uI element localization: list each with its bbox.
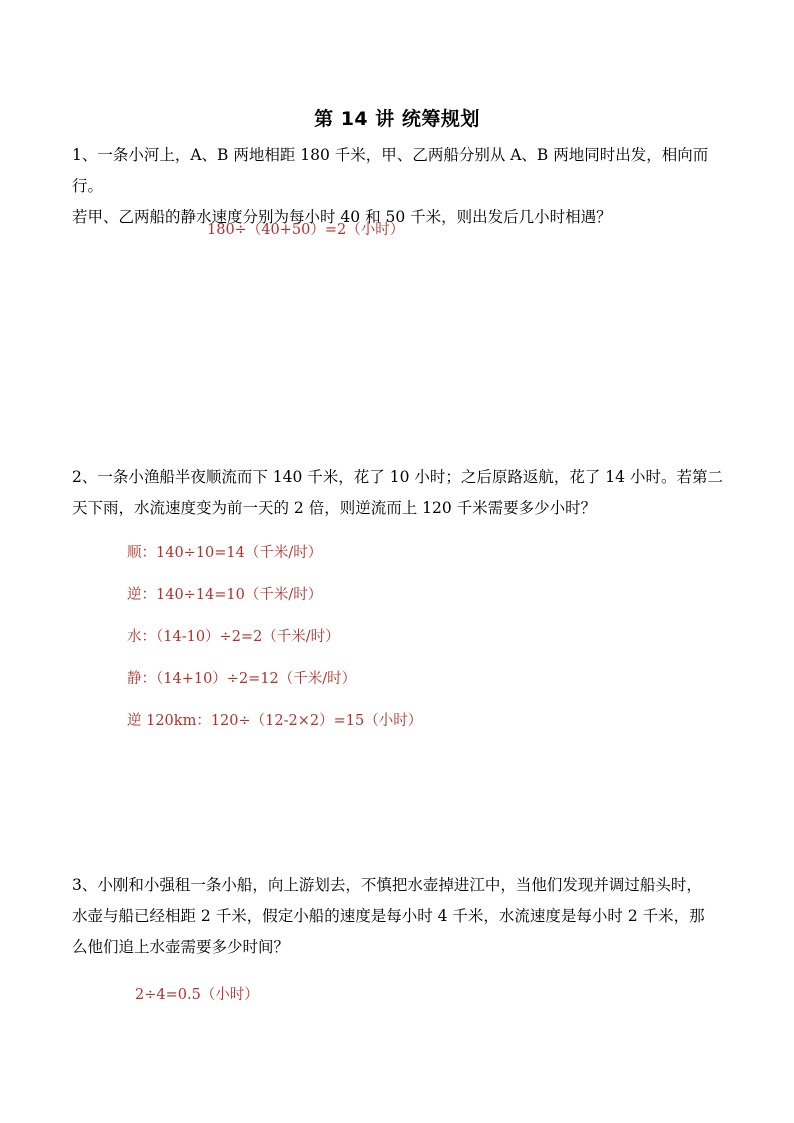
question-3-line-2: 水壶与船已经相距 2 千米，假定小船的速度是每小时 4 千米，水流速度是每小时 2 千米，那 (72, 907, 705, 925)
answer-2-step-1: 顺：140÷10=14（千米/时） (127, 545, 323, 561)
question-1-line-2: 若甲、乙两船的静水速度分别为每小时 40 和 50 千米，则出发后几小时相遇？ (72, 208, 612, 226)
question-3-line-1: 3、小刚和小强租一条小船，向上游划去，不慎把水壶掉进江中，当他们发现并调过船头时， (72, 876, 702, 894)
answer-3: 2÷4=0.5（小时） (135, 987, 259, 1003)
question-2-line-1: 2、一条小渔船半夜顺流而下 140 千米，花了 10 小时；之后原路返航，花了 14 小时。若第二 (72, 468, 723, 486)
question-2 (72, 462, 732, 524)
question-3-line-3: 么他们追上水壶需要多少时间？ (72, 938, 290, 956)
question-2-line-2: 天下雨，水流速度变为前一天的 2 倍，则逆流而上 120 千米需要多少小时？ (72, 499, 597, 517)
page-title: 第 14 讲 统筹规划 (314, 108, 480, 130)
answer-2-step-5: 逆 120km：120÷（12-2×2）=15（小时） (127, 713, 423, 729)
answer-2-step-3: 水：（14-10）÷2=2（千米/时） (127, 629, 340, 645)
question-3 (72, 870, 732, 963)
answer-1: 180÷（40+50）=2（小时） (207, 222, 405, 238)
answer-2-step-2: 逆：140÷14=10（千米/时） (127, 587, 323, 603)
question-1-line-1: 1、一条小河上，A、B 两地相距 180 千米，甲、乙两船分别从 A、B 两地同时出发，相向而行。 (72, 146, 709, 195)
answer-2-step-4: 静：（14+10）÷2=12（千米/时） (127, 671, 357, 687)
